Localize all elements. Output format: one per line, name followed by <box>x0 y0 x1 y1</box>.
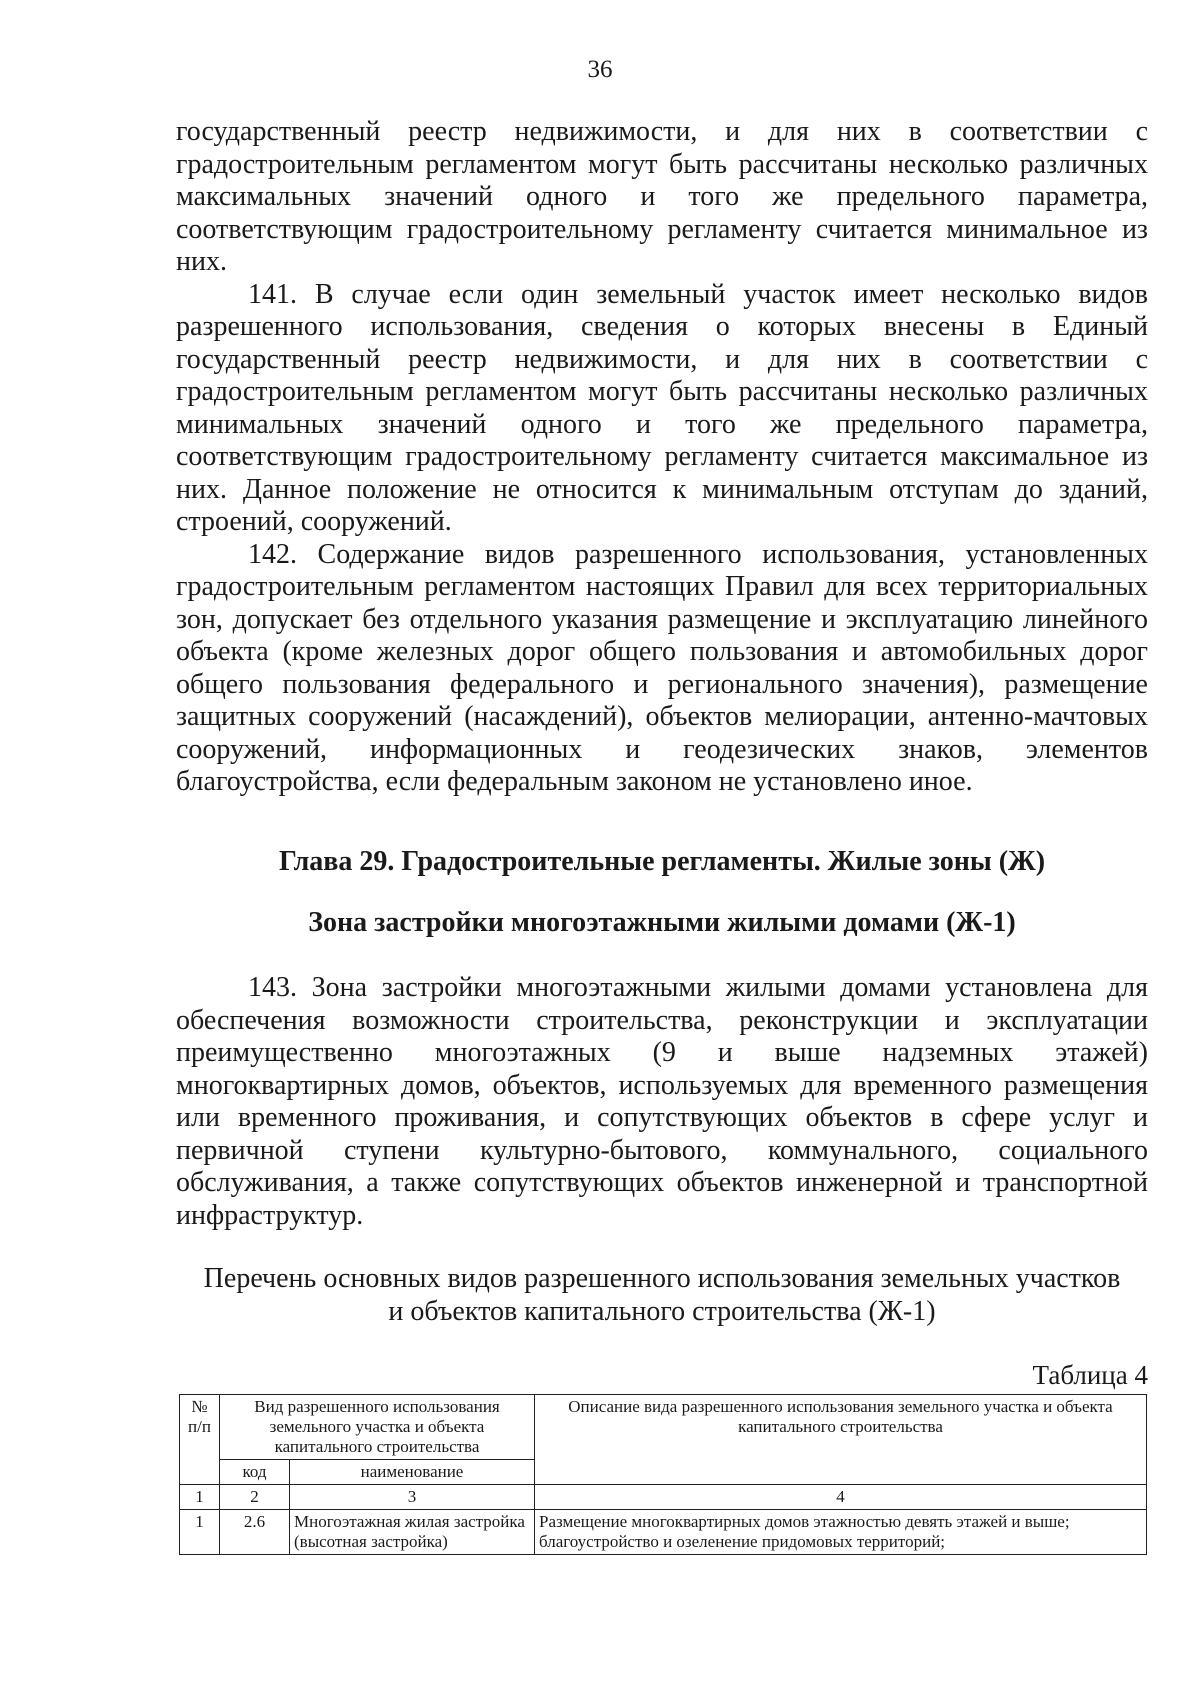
body-text-top <box>176 116 1148 799</box>
paragraph-143-block <box>176 972 1148 1232</box>
row-desc <box>535 1510 1147 1555</box>
header-code: код <box>220 1460 290 1485</box>
zone-heading: Зона застройки многоэтажными жилыми домами (Ж-1) <box>308 907 1016 938</box>
table-row <box>180 1510 1147 1555</box>
header-desc: Описание вида разрешенного использования земельного участка и объекта капитального строительства <box>535 1395 1147 1485</box>
paragraph-continuation: государственный реестр недвижимости, и для них в соответствии с градостроительным регламентом могут быть рассчитаны несколько различных максимальных значений одного и того же предельного параметра, соответствующим градостроительному регламенту считается минимальное из них. <box>176 116 1148 277</box>
header-name: наименование <box>290 1460 535 1485</box>
row-num: 1 <box>180 1510 220 1555</box>
table-label: Таблица 4 <box>1032 1360 1148 1390</box>
col-number: 2 <box>220 1485 290 1510</box>
chapter-heading: Глава 29. Градостроительные регламенты. Жилые зоны (Ж) <box>278 846 1046 877</box>
permitted-use-table <box>179 1394 1147 1555</box>
list-title-line2: и объектов капитального строительства (Ж-1) <box>388 1296 936 1327</box>
col-number: 4 <box>535 1485 1147 1510</box>
table-column-numbers-row <box>180 1485 1147 1510</box>
header-num: № п/п <box>180 1395 220 1485</box>
paragraph-141: 141. В случае если один земельный участок имеет несколько видов разрешенного использования, сведения о которых внесены в Единый государственный реестр недвижимости, и для них в соответствии с градостроительным регламентом могут быть рассчитаны несколько различных минимальных значений одного и того же предельного параметра, соответствующим градостроительному регламенту считается максимальное из них. Данное положение не относится к минимальным отступам до зданий, строений, сооружений. <box>176 278 1148 537</box>
col-number: 1 <box>180 1485 220 1510</box>
list-title-line1: Перечень основных видов разрешенного использования земельных участков <box>203 1263 1121 1294</box>
paragraph-143: 143. Зона застройки многоэтажными жилыми домами установлена для обеспечения возможности строительства, реконструкции и эксплуатации преимущественно многоэтажных (9 и выше надземных этажей) многоквартирных домов, объектов, используемых для временного размещения или временного проживания, и сопутствующих объектов в сфере услуг и первичной ступени культурно-бытового, коммунального, социального обслуживания, а также сопутствующих объектов инженерной и транспортной инфраструктур. <box>176 972 1148 1231</box>
row-desc-line2: благоустройство и озеленение придомовых территорий; <box>539 1532 946 1551</box>
row-desc-line1: Размещение многоквартирных домов этажностью девять этажей и выше; <box>539 1512 1070 1531</box>
row-code: 2.6 <box>220 1510 290 1555</box>
row-name: Многоэтажная жилая застройка (высотная застройка) <box>290 1510 535 1555</box>
list-title <box>176 1262 1148 1328</box>
page-number: 36 <box>587 56 613 83</box>
header-kind: Вид разрешенного использования земельного участка и объекта капитального строительства <box>220 1395 535 1460</box>
col-number: 3 <box>290 1485 535 1510</box>
paragraph-142: 142. Содержание видов разрешенного использования, установленных градостроительным регламентом настоящих Правил для всех территориальных зон, допускает без отдельного указания размещение и эксплуатацию линейного объекта (кроме железных дорог общего пользования и автомобильных дорог общего пользования федерального и регионального значения), размещение защитных сооружений (насаждений), объектов мелиорации, антенно-мачтовых сооружений, информационных и геодезических знаков, элементов благоустройства, если федеральным законом не установлено иное. <box>176 538 1148 797</box>
table-header-row <box>180 1395 1147 1460</box>
